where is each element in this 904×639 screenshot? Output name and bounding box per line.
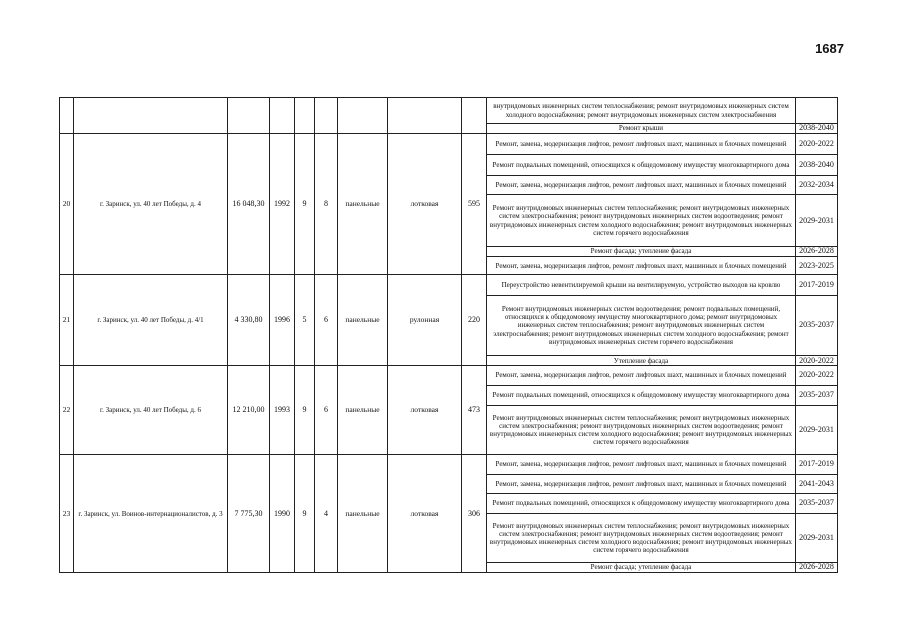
table-row bbox=[60, 275, 838, 295]
work-period: 2020-2022 bbox=[796, 133, 838, 154]
entrances-count: 4 bbox=[315, 455, 338, 573]
work-description: Переустройство невентилируемой крыши на вентилируемую, устройство выходов на кровлю bbox=[487, 275, 796, 295]
work-description: Ремонт, замена, модернизация лифтов, ремонт лифтовых шахт, машинных и блочных помещений bbox=[487, 133, 796, 154]
table-row bbox=[60, 133, 838, 154]
build-year: 1992 bbox=[270, 133, 295, 275]
building-area: 7 775,30 bbox=[228, 455, 270, 573]
work-period: 2038-2040 bbox=[796, 154, 838, 175]
work-period: 2035-2037 bbox=[796, 295, 838, 356]
row-number: 21 bbox=[60, 275, 74, 366]
roof-type: лотковая bbox=[388, 133, 462, 275]
residents-count: 306 bbox=[462, 455, 487, 573]
work-period: 2029-2031 bbox=[796, 514, 838, 563]
entrances-count: 6 bbox=[315, 275, 338, 366]
residents-count: 595 bbox=[462, 133, 487, 275]
work-period: 2020-2022 bbox=[796, 356, 838, 366]
work-period: 2026-2028 bbox=[796, 562, 838, 572]
capital-repair-table bbox=[59, 97, 838, 573]
build-year: 1990 bbox=[270, 455, 295, 573]
work-period: 2029-2031 bbox=[796, 195, 838, 247]
work-description: Ремонт, замена, модернизация лифтов, ремонт лифтовых шахт, машинных и блочных помещений bbox=[487, 474, 796, 493]
entrances-count: 8 bbox=[315, 133, 338, 275]
work-description: Ремонт подвальных помещений, относящихся к общедомовому имуществу многоквартирного дома bbox=[487, 154, 796, 175]
work-description: Ремонт фасада; утепление фасада bbox=[487, 562, 796, 572]
work-description: Ремонт, замена, модернизация лифтов, ремонт лифтовых шахт, машинных и блочных помещений bbox=[487, 366, 796, 385]
work-description: Ремонт крыши bbox=[487, 124, 796, 133]
work-period: 2029-2031 bbox=[796, 405, 838, 455]
residents-count: 473 bbox=[462, 366, 487, 455]
wall-material: панельные bbox=[338, 275, 388, 366]
work-period: 2023-2025 bbox=[796, 257, 838, 275]
row-number: 20 bbox=[60, 133, 74, 275]
work-period: 2017-2019 bbox=[796, 275, 838, 295]
page-number: 1687 bbox=[815, 41, 844, 56]
floors-count: 9 bbox=[295, 133, 315, 275]
work-description: Ремонт, замена, модернизация лифтов, ремонт лифтовых шахт, машинных и блочных помещений bbox=[487, 455, 796, 474]
work-description: Ремонт внутридомовых инженерных систем теплоснабжения; ремонт внутридомовых инженерных систем электроснабжения; ремонт внутридомовых инженерных систем водоотведения; ремонт внутридомовых инженерных систем холодного водоснабжения; ремонт внутридомовых инженерных систем горячего водоснабжения bbox=[487, 514, 796, 563]
work-description: Ремонт фасада; утепление фасада bbox=[487, 246, 796, 256]
work-description: Ремонт, замена, модернизация лифтов, ремонт лифтовых шахт, машинных и блочных помещений bbox=[487, 257, 796, 275]
work-period: 2017-2019 bbox=[796, 455, 838, 474]
wall-material: панельные bbox=[338, 366, 388, 455]
work-period: 2032-2034 bbox=[796, 176, 838, 195]
work-description: Ремонт подвальных помещений, относящихся к общедомовому имуществу многоквартирного дома bbox=[487, 493, 796, 513]
building-area: 16 048,30 bbox=[228, 133, 270, 275]
floors-count: 9 bbox=[295, 366, 315, 455]
work-period: 2041-2043 bbox=[796, 474, 838, 493]
work-description: Ремонт внутридомовых инженерных систем теплоснабжения; ремонт внутридомовых инженерных систем электроснабжения; ремонт внутридомовых инженерных систем водоотведения; ремонт внутридомовых инженерных систем холодного водоснабжения; ремонт внутридомовых инженерных систем горячего водоснабжения bbox=[487, 405, 796, 455]
wall-material: панельные bbox=[338, 133, 388, 275]
build-year: 1993 bbox=[270, 366, 295, 455]
building-address: г. Заринск, ул. Воинов-интернационалистов, д. 3 bbox=[74, 455, 228, 573]
work-description: Утепление фасада bbox=[487, 356, 796, 366]
work-description: Ремонт внутридомовых инженерных систем теплоснабжения; ремонт внутридомовых инженерных систем электроснабжения; ремонт внутридомовых инженерных систем водоотведения; ремонт внутридомовых инженерных систем холодного водоснабжения; ремонт внутридомовых инженерных систем горячего водоснабжения bbox=[487, 195, 796, 247]
building-address: г. Заринск, ул. 40 лет Победы, д. 4 bbox=[74, 133, 228, 275]
roof-type: лотковая bbox=[388, 366, 462, 455]
roof-type: лотковая bbox=[388, 455, 462, 573]
roof-type: рулонная bbox=[388, 275, 462, 366]
floors-count: 5 bbox=[295, 275, 315, 366]
work-period: 2026-2028 bbox=[796, 246, 838, 256]
work-period: 2038-2040 bbox=[796, 124, 838, 133]
wall-material: панельные bbox=[338, 455, 388, 573]
work-description: Ремонт внутридомовых инженерных систем водоотведения; ремонт подвальных помещений, относящихся к общедомовому имуществу многоквартирного дома; ремонт внутридомовых инженерных систем теплоснабжения; ремонт внутридомовых инженерных систем электроснабжения; ремонт внутридомовых инженерных систем холодного водоснабжения; ремонт внутридомовых инженерных систем горячего водоснабжения bbox=[487, 295, 796, 356]
table-row bbox=[60, 455, 838, 474]
building-area: 12 210,00 bbox=[228, 366, 270, 455]
entrances-count: 6 bbox=[315, 366, 338, 455]
building-address: г. Заринск, ул. 40 лет Победы, д. 4/1 bbox=[74, 275, 228, 366]
build-year: 1996 bbox=[270, 275, 295, 366]
row-number: 23 bbox=[60, 455, 74, 573]
floors-count: 9 bbox=[295, 455, 315, 573]
table-row bbox=[60, 98, 838, 124]
building-address: г. Заринск, ул. 40 лет Победы, д. 6 bbox=[74, 366, 228, 455]
residents-count: 220 bbox=[462, 275, 487, 366]
table-row bbox=[60, 366, 838, 385]
work-description: Ремонт, замена, модернизация лифтов, ремонт лифтовых шахт, машинных и блочных помещений bbox=[487, 176, 796, 195]
work-description: Ремонт подвальных помещений, относящихся к общедомовому имуществу многоквартирного дома bbox=[487, 385, 796, 405]
row-number: 22 bbox=[60, 366, 74, 455]
building-area: 4 330,80 bbox=[228, 275, 270, 366]
work-period: 2020-2022 bbox=[796, 366, 838, 385]
work-description: внутридомовых инженерных систем теплоснабжения; ремонт внутридомовых инженерных систем холодного водоснабжения; ремонт внутридомовых инженерных систем электроснабжения bbox=[487, 98, 796, 124]
work-period: 2035-2037 bbox=[796, 385, 838, 405]
work-period: 2035-2037 bbox=[796, 493, 838, 513]
